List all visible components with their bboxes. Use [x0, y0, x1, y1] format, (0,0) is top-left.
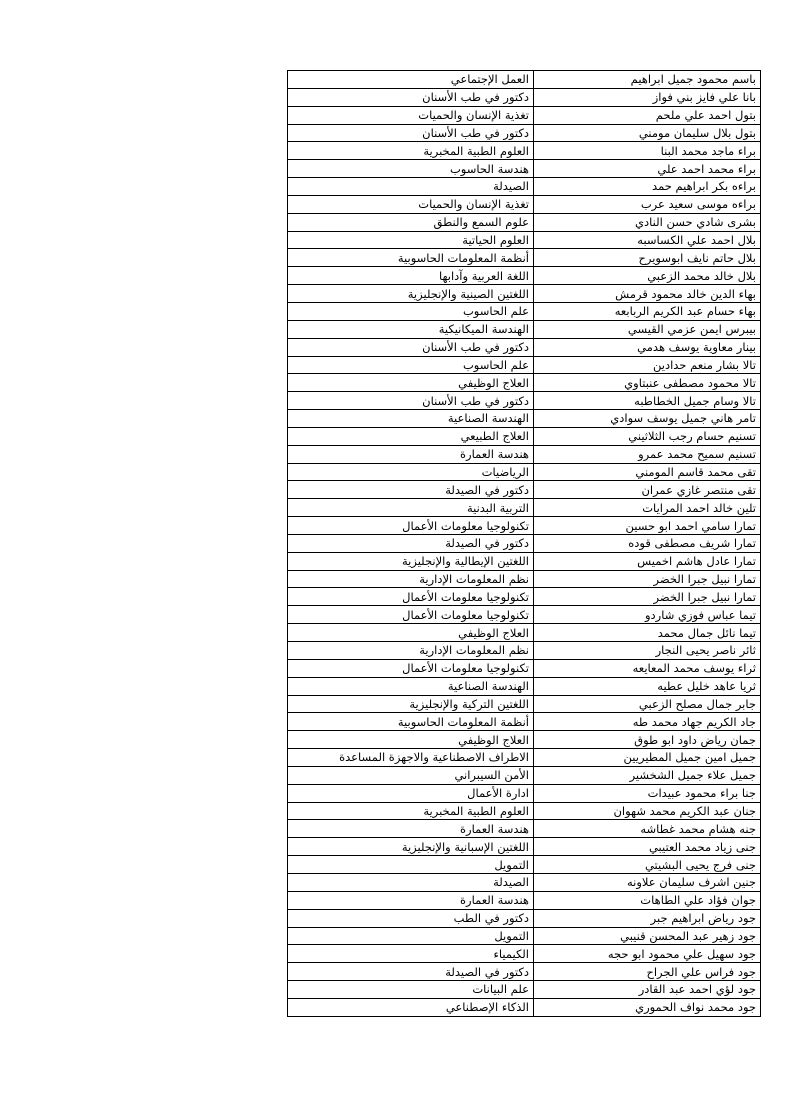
table-row — [288, 499, 761, 517]
major-cell: اللغتين الإيطالية والإنجليزية — [288, 552, 534, 570]
students-table — [287, 70, 761, 1017]
table-row — [288, 570, 761, 588]
student-name-cell: تلين خالد احمد المرايات — [534, 499, 761, 517]
table-row — [288, 945, 761, 963]
student-name-cell: تالا بشار منعم حدادين — [534, 356, 761, 374]
major-cell: تكنولوجيا معلومات الأعمال — [288, 517, 534, 535]
major-cell: دكتور في الصيدلة — [288, 963, 534, 981]
major-cell: التمويل — [288, 856, 534, 874]
major-cell: تغذية الإنسان والحميات — [288, 195, 534, 213]
student-name-cell: جنى فرج يحيى البشيتي — [534, 856, 761, 874]
table-row — [288, 71, 761, 89]
table-row — [288, 374, 761, 392]
table-row — [288, 766, 761, 784]
major-cell: تغذية الإنسان والحميات — [288, 106, 534, 124]
major-cell: هندسة العمارة — [288, 891, 534, 909]
student-name-cell: بشرى شادي حسن النادي — [534, 213, 761, 231]
table-row — [288, 552, 761, 570]
student-name-cell: جوان فؤاد علي الطاهات — [534, 891, 761, 909]
major-cell: اللغتين الإسبانية والإنجليزية — [288, 838, 534, 856]
table-row — [288, 534, 761, 552]
student-name-cell: براء محمد احمد علي — [534, 160, 761, 178]
major-cell: تكنولوجيا معلومات الأعمال — [288, 606, 534, 624]
table-row — [288, 624, 761, 642]
table-row — [288, 160, 761, 178]
table-row — [288, 606, 761, 624]
student-name-cell: تيما نائل جمال محمد — [534, 624, 761, 642]
student-name-cell: تمارا سامي احمد ابو حسين — [534, 517, 761, 535]
major-cell: العلاج الطبيعي — [288, 427, 534, 445]
table-row — [288, 802, 761, 820]
table-row — [288, 320, 761, 338]
student-name-cell: جابر جمال مصلح الزعبي — [534, 695, 761, 713]
student-name-cell: براءه موسى سعيد عرب — [534, 195, 761, 213]
table-row — [288, 88, 761, 106]
student-name-cell: جنه هشام محمد غطاشه — [534, 820, 761, 838]
student-name-cell: تمارا شريف مصطفى قوده — [534, 534, 761, 552]
table-row — [288, 481, 761, 499]
student-name-cell: بتول احمد علي ملحم — [534, 106, 761, 124]
table-row — [288, 213, 761, 231]
student-name-cell: بينار معاوية يوسف هدمي — [534, 338, 761, 356]
major-cell: العلوم الحياتية — [288, 231, 534, 249]
student-name-cell: بلال حاتم نايف ابوسويرح — [534, 249, 761, 267]
student-name-cell: جمان رياض داود ابو طوق — [534, 731, 761, 749]
table-row — [288, 356, 761, 374]
table-row — [288, 642, 761, 660]
student-name-cell: تمارا نبيل جبرا الخضر — [534, 570, 761, 588]
student-name-cell: براء ماجد محمد البنا — [534, 142, 761, 160]
student-name-cell: جميل علاء جميل الشخشير — [534, 766, 761, 784]
major-cell: الرياضيات — [288, 463, 534, 481]
table-row — [288, 106, 761, 124]
major-cell: نظم المعلومات الإدارية — [288, 570, 534, 588]
table-row — [288, 749, 761, 767]
major-cell: الاطراف الاصطناعية والاجهزة المساعدة — [288, 749, 534, 767]
student-name-cell: باسم محمود جميل ابراهيم — [534, 71, 761, 89]
major-cell: أنظمة المعلومات الحاسوبية — [288, 249, 534, 267]
major-cell: دكتور في الطب — [288, 909, 534, 927]
major-cell: الصيدلة — [288, 178, 534, 196]
student-name-cell: ثائر ناصر يحيى النجار — [534, 642, 761, 660]
major-cell: علم البيانات — [288, 981, 534, 999]
table-row — [288, 249, 761, 267]
student-name-cell: تقى منتصر غازي عمران — [534, 481, 761, 499]
student-name-cell: تالا محمود مصطفى عنبتاوي — [534, 374, 761, 392]
major-cell: الأمن السيبراني — [288, 766, 534, 784]
table-row — [288, 338, 761, 356]
student-name-cell: ثريا عاهد خليل عطيه — [534, 677, 761, 695]
table-row — [288, 178, 761, 196]
table-row — [288, 677, 761, 695]
table-row — [288, 124, 761, 142]
major-cell: هندسة الحاسوب — [288, 160, 534, 178]
table-row — [288, 963, 761, 981]
table-row — [288, 427, 761, 445]
major-cell: اللغتين الصينية والإنجليزية — [288, 285, 534, 303]
student-name-cell: بلال احمد علي الكساسبه — [534, 231, 761, 249]
student-name-cell: براءه بكر ابراهيم حمد — [534, 178, 761, 196]
major-cell: دكتور في طب الأسنان — [288, 88, 534, 106]
major-cell: اللغة العربية وآدابها — [288, 267, 534, 285]
table-row — [288, 410, 761, 428]
table-row — [288, 909, 761, 927]
table-row — [288, 873, 761, 891]
major-cell: العلاج الوظيفي — [288, 374, 534, 392]
table-row — [288, 784, 761, 802]
student-name-cell: تمارا نبيل جبرا الخضر — [534, 588, 761, 606]
student-name-cell: جود فراس علي الجراح — [534, 963, 761, 981]
student-name-cell: جود لؤي احمد عبد القادر — [534, 981, 761, 999]
major-cell: العلوم الطبية المخبرية — [288, 802, 534, 820]
table-row — [288, 891, 761, 909]
major-cell: العلوم الطبية المخبرية — [288, 142, 534, 160]
table-row — [288, 392, 761, 410]
table-row — [288, 445, 761, 463]
students-table-body — [288, 71, 761, 1017]
table-row — [288, 998, 761, 1016]
table-row — [288, 267, 761, 285]
major-cell: أنظمة المعلومات الحاسوبية — [288, 713, 534, 731]
table-row — [288, 820, 761, 838]
table-row — [288, 695, 761, 713]
major-cell: الهندسة الصناعية — [288, 410, 534, 428]
major-cell: تكنولوجيا معلومات الأعمال — [288, 659, 534, 677]
table-row — [288, 285, 761, 303]
table-row — [288, 838, 761, 856]
table-row — [288, 231, 761, 249]
student-name-cell: تيما عباس فوزي شاردو — [534, 606, 761, 624]
major-cell: دكتور في طب الأسنان — [288, 124, 534, 142]
major-cell: اللغتين التركية والإنجليزية — [288, 695, 534, 713]
major-cell: تكنولوجيا معلومات الأعمال — [288, 588, 534, 606]
table-row — [288, 856, 761, 874]
student-name-cell: تمارا عادل هاشم اخميس — [534, 552, 761, 570]
student-name-cell: بانا علي فايز بني فواز — [534, 88, 761, 106]
student-name-cell: جنا براء محمود عبيدات — [534, 784, 761, 802]
major-cell: هندسة العمارة — [288, 820, 534, 838]
major-cell: الصيدلة — [288, 873, 534, 891]
table-row — [288, 659, 761, 677]
major-cell: نظم المعلومات الإدارية — [288, 642, 534, 660]
major-cell: علوم السمع والنطق — [288, 213, 534, 231]
student-name-cell: جود محمد نواف الحموري — [534, 998, 761, 1016]
student-name-cell: جود سهيل علي محمود ابو حجه — [534, 945, 761, 963]
student-name-cell: بهاء حسام عبد الكريم الربابعه — [534, 302, 761, 320]
student-name-cell: جنين اشرف سليمان علاونه — [534, 873, 761, 891]
student-name-cell: ثراء يوسف محمد المعايعه — [534, 659, 761, 677]
table-row — [288, 713, 761, 731]
major-cell: دكتور في طب الأسنان — [288, 392, 534, 410]
table-row — [288, 517, 761, 535]
student-name-cell: جود زهير عبد المحسن قنيبي — [534, 927, 761, 945]
major-cell: علم الحاسوب — [288, 356, 534, 374]
table-row — [288, 981, 761, 999]
major-cell: هندسة العمارة — [288, 445, 534, 463]
major-cell: ادارة الأعمال — [288, 784, 534, 802]
student-name-cell: جنان عبد الكريم محمد شهوان — [534, 802, 761, 820]
major-cell: دكتور في الصيدلة — [288, 534, 534, 552]
student-name-cell: جود رياض ابراهيم جبر — [534, 909, 761, 927]
major-cell: دكتور في طب الأسنان — [288, 338, 534, 356]
student-name-cell: تسنيم سميح محمد عمرو — [534, 445, 761, 463]
major-cell: الكيمياء — [288, 945, 534, 963]
table-row — [288, 588, 761, 606]
student-name-cell: تالا وسام جميل الخطاطبه — [534, 392, 761, 410]
table-row — [288, 927, 761, 945]
student-name-cell: جاد الكريم جهاد محمد طه — [534, 713, 761, 731]
major-cell: العلاج الوظيفي — [288, 731, 534, 749]
table-row — [288, 142, 761, 160]
major-cell: علم الحاسوب — [288, 302, 534, 320]
major-cell: العمل الإجتماعي — [288, 71, 534, 89]
student-name-cell: تسنيم حسام رجب الثلاثيني — [534, 427, 761, 445]
table-row — [288, 463, 761, 481]
major-cell: التمويل — [288, 927, 534, 945]
major-cell: العلاج الوظيفي — [288, 624, 534, 642]
major-cell: دكتور في الصيدلة — [288, 481, 534, 499]
major-cell: التربية البدنية — [288, 499, 534, 517]
student-name-cell: بلال خالد محمد الزعبي — [534, 267, 761, 285]
student-name-cell: جنى زياد محمد العتيبي — [534, 838, 761, 856]
major-cell: الهندسة الميكانيكية — [288, 320, 534, 338]
student-name-cell: جميل امين جميل المطيريين — [534, 749, 761, 767]
student-name-cell: تقى محمد قاسم المومني — [534, 463, 761, 481]
table-row — [288, 731, 761, 749]
table-row — [288, 302, 761, 320]
major-cell: الذكاء الإصطناعي — [288, 998, 534, 1016]
student-name-cell: بتول بلال سليمان مومني — [534, 124, 761, 142]
student-name-cell: بيبرس ايمن عزمي القيسي — [534, 320, 761, 338]
student-name-cell: تامر هاني جميل يوسف سوادي — [534, 410, 761, 428]
table-row — [288, 195, 761, 213]
student-name-cell: بهاء الدين خالد محمود قرمش — [534, 285, 761, 303]
major-cell: الهندسة الصناعية — [288, 677, 534, 695]
